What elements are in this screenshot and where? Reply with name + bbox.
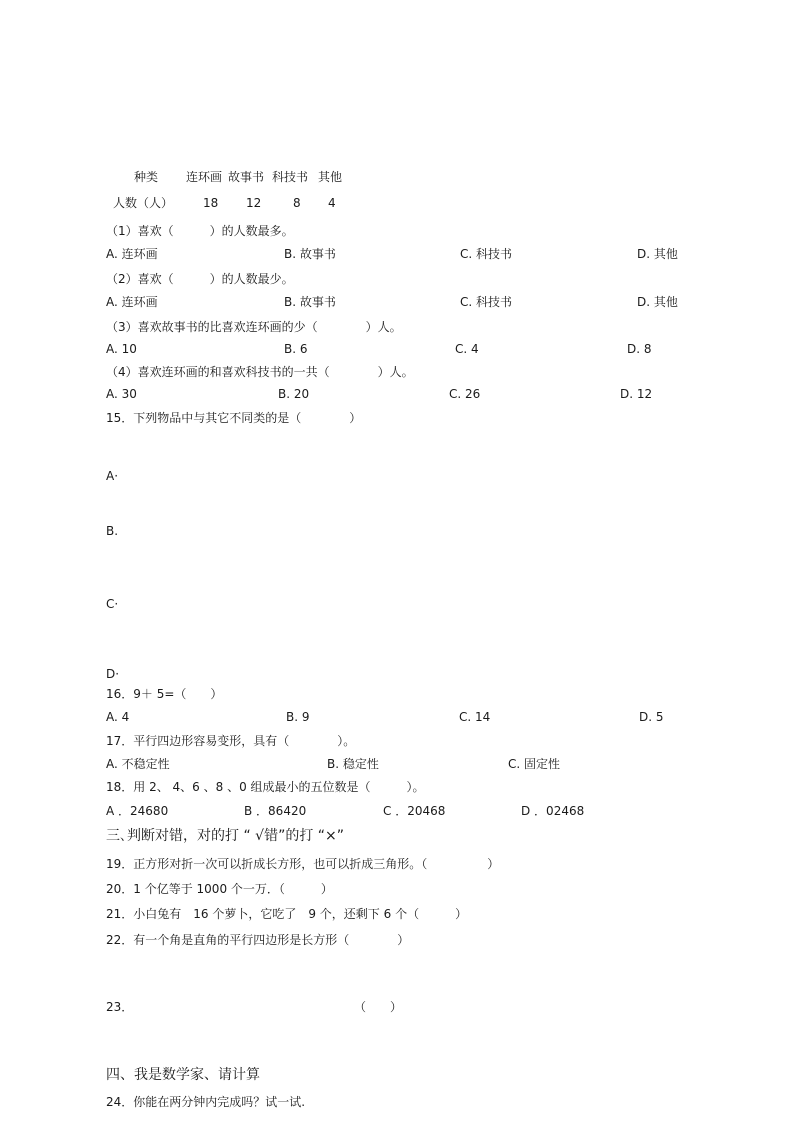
question-22: 22．有一个角是直角的平行四边形是长方形（ ） (106, 933, 410, 947)
option-b: B. 9 (286, 710, 310, 724)
option-a: A. 连环画 (106, 247, 158, 261)
option-a: A. 10 (106, 342, 137, 356)
question-14-2: （2）喜欢（ ）的人数最少。 (106, 272, 294, 286)
question-24: 24．你能在两分钟内完成吗？试一试. (106, 1095, 306, 1109)
option-c: C. 4 (455, 342, 479, 356)
option-b: B. 20 (278, 387, 310, 401)
question-18: 18．用 2、 4、6 、8 、0 组成最小的五位数是（ ）。 (106, 780, 425, 794)
question-14-3: （3）喜欢故事书的比喜欢连环画的少（ ）人。 (106, 320, 402, 334)
question-16: 16．9＋ 5=（ ） (106, 687, 223, 701)
option-c: C. 科技书 (460, 295, 513, 309)
table-cell: 18 (203, 196, 219, 210)
section-3-title: 三､判断对错，对的打 “ √错”的打 “×” (106, 828, 345, 844)
question-17: 17．平行四边形容易变形，具有（ ）。 (106, 734, 356, 748)
answer-parentheses: （ ） (354, 1000, 403, 1014)
option-b: B. 6 (284, 342, 308, 356)
table-header-cell: 种类 (134, 170, 159, 184)
option-b: B. 故事书 (284, 247, 336, 261)
question-14-4: （4）喜欢连环画的和喜欢科技书的一共（ ）人。 (106, 365, 414, 379)
option-a: A. 4 (106, 710, 130, 724)
option-b: B ．86420 (244, 804, 307, 818)
option-a: A ．24680 (106, 804, 169, 818)
question-20: 20．1 个亿等于 1000 个一万．（ ） (106, 882, 333, 896)
question-15: 15．下列物品中与其它不同类的是（ ） (106, 411, 362, 425)
option-c: C. 26 (449, 387, 481, 401)
option-c: C· (106, 597, 119, 611)
option-c: C. 14 (459, 710, 491, 724)
question-14-1: （1）喜欢（ ）的人数最多。 (106, 224, 294, 238)
table-cell: 4 (328, 196, 336, 210)
option-d: D· (106, 667, 120, 681)
option-a: A· (106, 469, 119, 483)
option-c: C. 固定性 (508, 757, 561, 771)
option-c: C ．20468 (383, 804, 446, 818)
option-b: B. 故事书 (284, 295, 336, 309)
table-header-cell: 其他 (318, 170, 343, 184)
section-4-title: 四、我是数学家、请计算 (106, 1067, 260, 1083)
table-header-cell: 科技书 (272, 170, 309, 184)
question-19: 19．正方形对折一次可以折成长方形，也可以折成三角形。（ ） (106, 857, 500, 871)
option-d: D. 其他 (637, 295, 678, 309)
option-d: D ．02468 (521, 804, 585, 818)
table-header-cell: 连环画 (186, 170, 223, 184)
option-b: B. (106, 524, 119, 538)
option-d: D. 5 (639, 710, 664, 724)
option-c: C. 科技书 (460, 247, 513, 261)
option-d: D. 8 (627, 342, 652, 356)
table-cell: 12 (246, 196, 262, 210)
table-cell: 人数（人） (113, 196, 174, 210)
table-header-cell: 故事书 (228, 170, 265, 184)
option-a: A. 不稳定性 (106, 757, 170, 771)
table-cell: 8 (293, 196, 301, 210)
question-21: 21．小白兔有 16 个萝卜，它吃了 9 个，还剩下 6 个（ ） (106, 907, 468, 921)
question-23: 23． (106, 1000, 134, 1014)
option-d: D. 其他 (637, 247, 678, 261)
option-b: B. 稳定性 (327, 757, 379, 771)
option-a: A. 30 (106, 387, 137, 401)
option-d: D. 12 (620, 387, 653, 401)
option-a: A. 连环画 (106, 295, 158, 309)
